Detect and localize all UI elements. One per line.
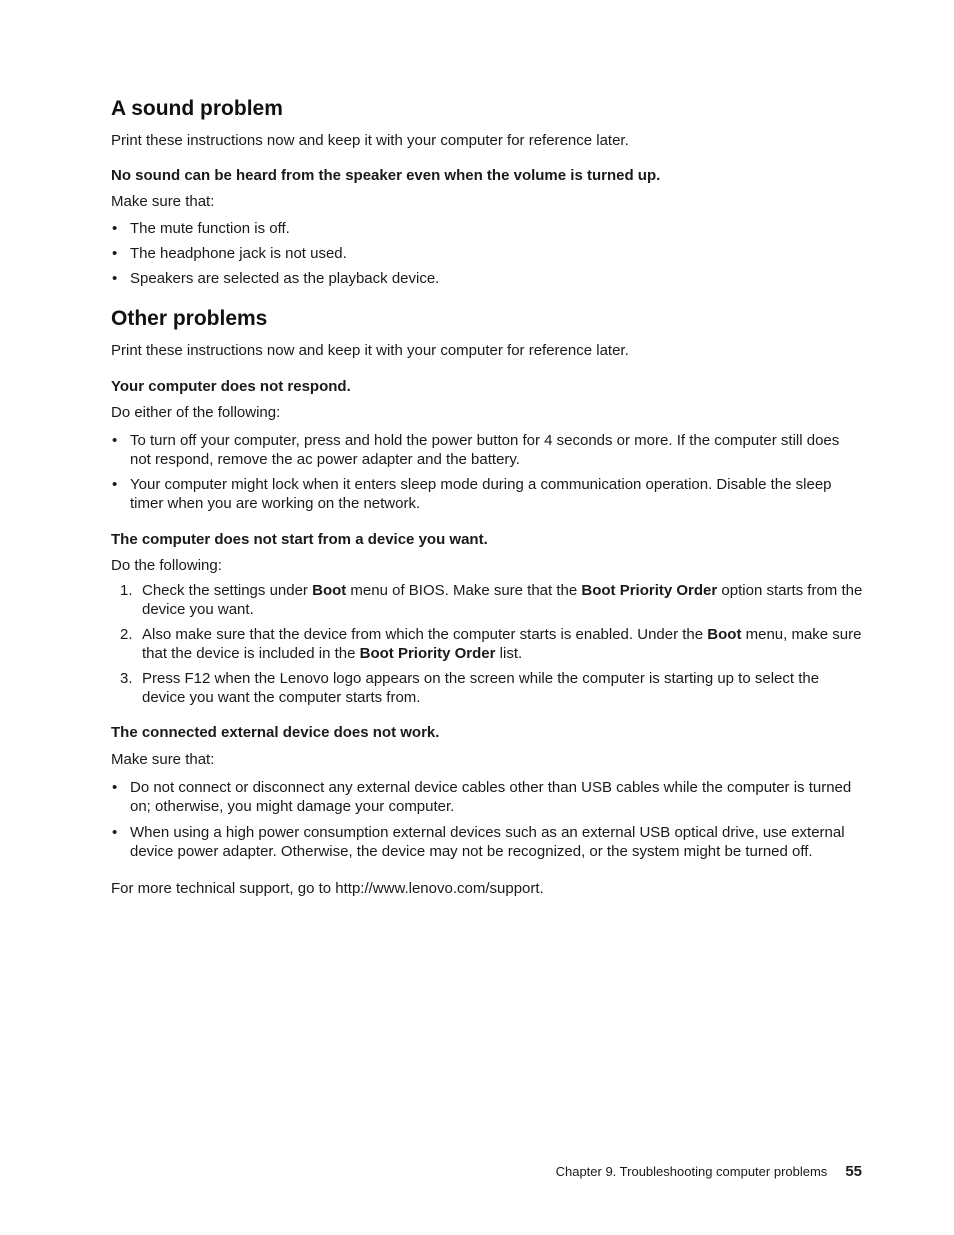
list-item: 3. Press F12 when the Lenovo logo appears on the screen while the computer is starting up to select the device you want the computer starts from. [120,670,820,706]
page-number: 55 [845,1163,862,1180]
start-step-list [111,581,863,707]
start-subheading: The computer does not start from a device you want. [111,531,488,548]
list-item: • Your computer might lock when it enters sleep mode during a communication operation. Disable the sleep timer when you are working on the network. [112,476,832,512]
start-lead: Do the following: [111,557,222,574]
bullet-icon: • [112,824,118,841]
list-item: • The headphone jack is not used. [112,245,347,262]
sound-bullet-list [111,219,863,288]
list-item: • To turn off your computer, press and hold the power button for 4 seconds or more. If the computer still does not respond, remove the ac power adapter and the battery. [112,432,840,468]
support-text: For more technical support, go to http://www.lenovo.com/support. [111,880,544,897]
external-lead: Make sure that: [111,751,215,768]
step-number: 1. [120,582,133,599]
list-item: 1. Check the settings under Boot menu of BIOS. Make sure that the Boot Priority Order option starts from the device you want. [120,582,863,618]
step-number: 3. [120,670,133,687]
list-item: • Speakers are selected as the playback device. [112,270,440,287]
respond-bullet-list [111,431,863,513]
sound-lead: Make sure that: [111,193,215,210]
respond-lead: Do either of the following: [111,404,281,421]
section-heading-sound: A sound problem [111,97,283,120]
step-number: 2. [120,626,133,643]
sound-intro: Print these instructions now and keep it with your computer for reference later. [111,132,629,149]
respond-subheading: Your computer does not respond. [111,378,351,395]
external-bullet-list [111,778,863,861]
bullet-icon: • [112,245,118,262]
page-footer [556,1163,862,1180]
bullet-icon: • [112,779,118,796]
bullet-icon: • [112,432,118,449]
list-item: • Do not connect or disconnect any external device cables other than USB cables while the computer is turned on; otherwise, you might damage your computer. [112,779,852,815]
other-intro: Print these instructions now and keep it with your computer for reference later. [111,342,629,359]
list-item: 2. Also make sure that the device from which the computer starts is enabled. Under the Boot menu, make sure that the device is included in the Boot Priority Order list. [120,626,862,662]
bullet-icon: • [112,270,118,287]
chapter-title: Chapter 9. Troubleshooting computer problems [555,1164,828,1179]
sound-subheading: No sound can be heard from the speaker even when the volume is turned up. [111,167,661,184]
list-item: • The mute function is off. [112,220,290,237]
bullet-icon: • [112,476,118,493]
external-subheading: The connected external device does not work. [111,724,440,741]
section-heading-other: Other problems [111,307,268,330]
page-content [111,96,863,898]
list-item: • When using a high power consumption external devices such as an external USB optical drive, use external device power adapter. Otherwise, the device may not be recognized, or the system might be turned off. [112,824,845,860]
bullet-icon: • [112,220,118,237]
